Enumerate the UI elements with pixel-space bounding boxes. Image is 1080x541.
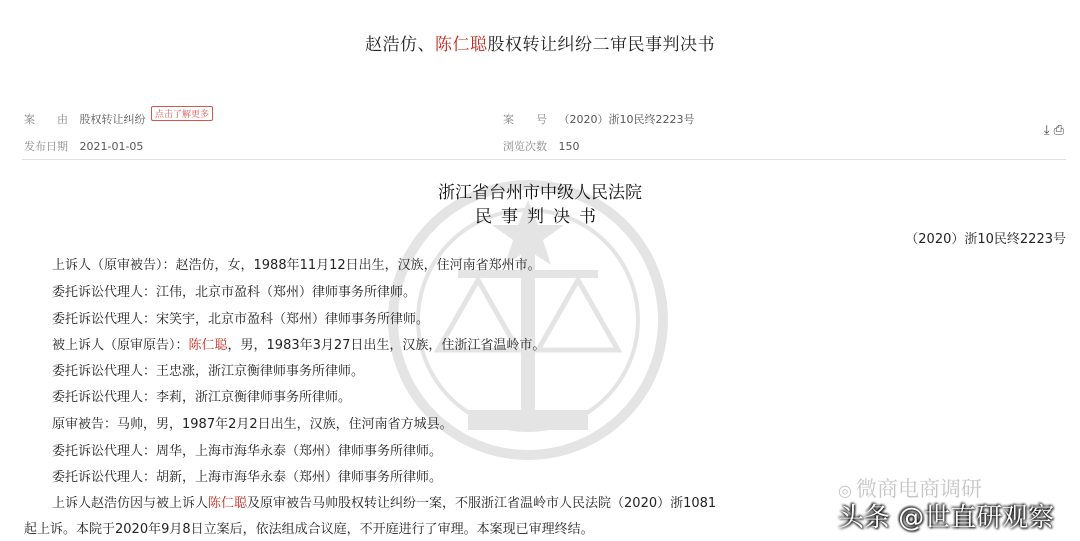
toutiao-watermark: 头条 @世直研观察 — [838, 503, 1055, 533]
party-line: 委托诉讼代理人：宋笑宇，北京市盈科（郑州）律师事务所律师。 — [52, 312, 430, 327]
party-line: 委托诉讼代理人：周华，上海市海华永泰（郑州）律师事务所律师。 — [52, 444, 443, 459]
date-value: 2021-01-05 — [79, 140, 144, 153]
cause-value: 股权转让纠纷 — [79, 113, 146, 126]
party-suffix: ，男，1983年3月27日出生，汉族，住浙江省温岭市。 — [227, 338, 546, 353]
date-label: 发布日期 — [24, 140, 68, 153]
cause-row — [24, 111, 211, 127]
party-line: 委托诉讼代理人：江伟，北京市盈科（郑州）律师事务所律师。 — [52, 285, 417, 300]
party-prefix: 被上诉人（原审原告）： — [52, 338, 189, 353]
case-label: 案 号 — [503, 113, 547, 126]
action-icons — [1040, 123, 1064, 138]
case-number-row — [503, 111, 695, 127]
party-line: 委托诉讼代理人：李莉，浙江京衡律师事务所律师。 — [52, 390, 352, 405]
party-line: 委托诉讼代理人：胡新，上海市海华永泰（郑州）律师事务所律师。 — [52, 470, 443, 485]
para-prefix: 上诉人赵浩仿因与被上诉人 — [52, 496, 209, 511]
document-case-number: （2020）浙10民终2223号 — [905, 232, 1066, 247]
title-highlight-name[interactable]: 陈仁聪 — [435, 35, 488, 55]
para-highlight-name[interactable]: 陈仁聪 — [208, 496, 248, 511]
download-icon[interactable]: ⤓ — [1043, 123, 1050, 138]
party-line — [52, 334, 545, 353]
case-value: （2020）浙10民终2223号 — [558, 113, 695, 126]
page-title — [0, 30, 1080, 55]
party-highlight-name[interactable]: 陈仁聪 — [188, 338, 228, 353]
wechat-icon: ◎ — [838, 481, 852, 500]
views-label: 浏览次数 — [503, 140, 547, 153]
judgment-paragraph-line2: 起上诉。本院于2020年9月8日立案后，依法组成合议庭，不开庭进行了审理。本案现已审理终结。 — [24, 522, 594, 537]
learn-more-tag[interactable]: 点击了解更多 — [151, 106, 213, 121]
court-name: 浙江省台州市中级人民法院 — [438, 183, 642, 203]
para-suffix: 及原审被告马帅股权转让纠纷一案，不服浙江省温岭市人民法院（2020）浙1081 — [247, 496, 717, 511]
party-line: 原审被告：马帅，男，1987年2月2日出生，汉族，住河南省方城县。 — [52, 417, 453, 432]
divider — [22, 159, 1066, 160]
party-line: 上诉人（原审被告）：赵浩仿，女，1988年11月12日出生，汉族，住河南省郑州市。 — [52, 258, 541, 273]
wechat-watermark-text: 微商电商调研 — [855, 477, 982, 501]
title-prefix: 赵浩仿、 — [365, 35, 435, 55]
title-suffix: 股权转让纠纷二审民事判决书 — [487, 35, 715, 55]
cause-label: 案 由 — [24, 113, 68, 126]
publish-date-row — [24, 138, 143, 154]
print-icon[interactable]: ⎙ — [1053, 123, 1064, 138]
document-type: 民事判决书 — [475, 207, 605, 227]
party-line: 委托诉讼代理人：王忠涨，浙江京衡律师事务所律师。 — [52, 364, 365, 379]
views-value: 150 — [558, 140, 580, 153]
views-row — [503, 138, 580, 154]
